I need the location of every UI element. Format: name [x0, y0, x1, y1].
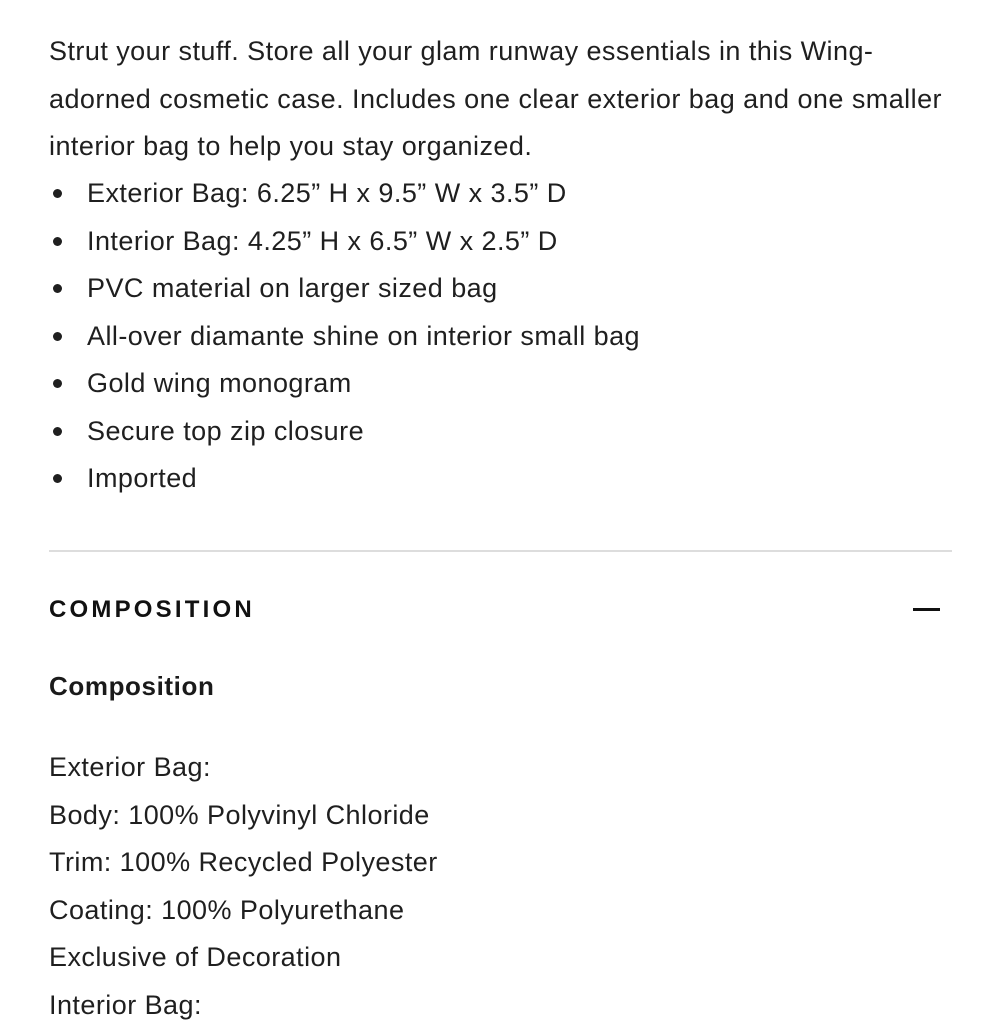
minus-icon[interactable] — [913, 608, 940, 611]
list-item — [49, 170, 949, 218]
bullet-icon — [53, 332, 62, 341]
bullet-icon — [53, 427, 62, 436]
feature-text: Imported — [87, 463, 197, 493]
bullet-icon — [53, 474, 62, 483]
composition-accordion-header[interactable] — [49, 590, 952, 632]
list-item — [49, 265, 949, 313]
composition-line: Interior Bag: — [49, 982, 949, 1029]
feature-text: PVC material on larger sized bag — [87, 273, 498, 303]
list-item — [49, 313, 949, 361]
composition-line: Body: 100% Polyvinyl Chloride — [49, 792, 949, 840]
list-item — [49, 455, 949, 503]
feature-list — [49, 170, 949, 503]
composition-line: Exterior Bag: — [49, 744, 949, 792]
list-item — [49, 360, 949, 408]
list-item — [49, 218, 949, 266]
bullet-icon — [53, 284, 62, 293]
product-description: Strut your stuff. Store all your glam runway essentials in this Wing-adorned cosmetic case. Includes one clear exterior bag and one smaller interior bag to help you stay organized. — [49, 28, 949, 171]
bullet-icon — [53, 189, 62, 198]
feature-text: Exterior Bag: 6.25” H x 9.5” W x 3.5” D — [87, 178, 567, 208]
composition-line: Coating: 100% Polyurethane — [49, 887, 949, 935]
composition-details — [49, 744, 949, 1029]
feature-text: Secure top zip closure — [87, 416, 364, 446]
feature-text: Interior Bag: 4.25” H x 6.5” W x 2.5” D — [87, 226, 558, 256]
list-item — [49, 408, 949, 456]
bullet-icon — [53, 379, 62, 388]
composition-heading: Composition — [49, 671, 214, 702]
bullet-icon — [53, 237, 62, 246]
feature-text: All-over diamante shine on interior small bag — [87, 321, 640, 351]
feature-text: Gold wing monogram — [87, 368, 352, 398]
section-divider — [49, 550, 952, 552]
composition-line: Trim: 100% Recycled Polyester — [49, 839, 949, 887]
composition-line: Exclusive of Decoration — [49, 934, 949, 982]
composition-section-title: COMPOSITION — [49, 596, 255, 624]
